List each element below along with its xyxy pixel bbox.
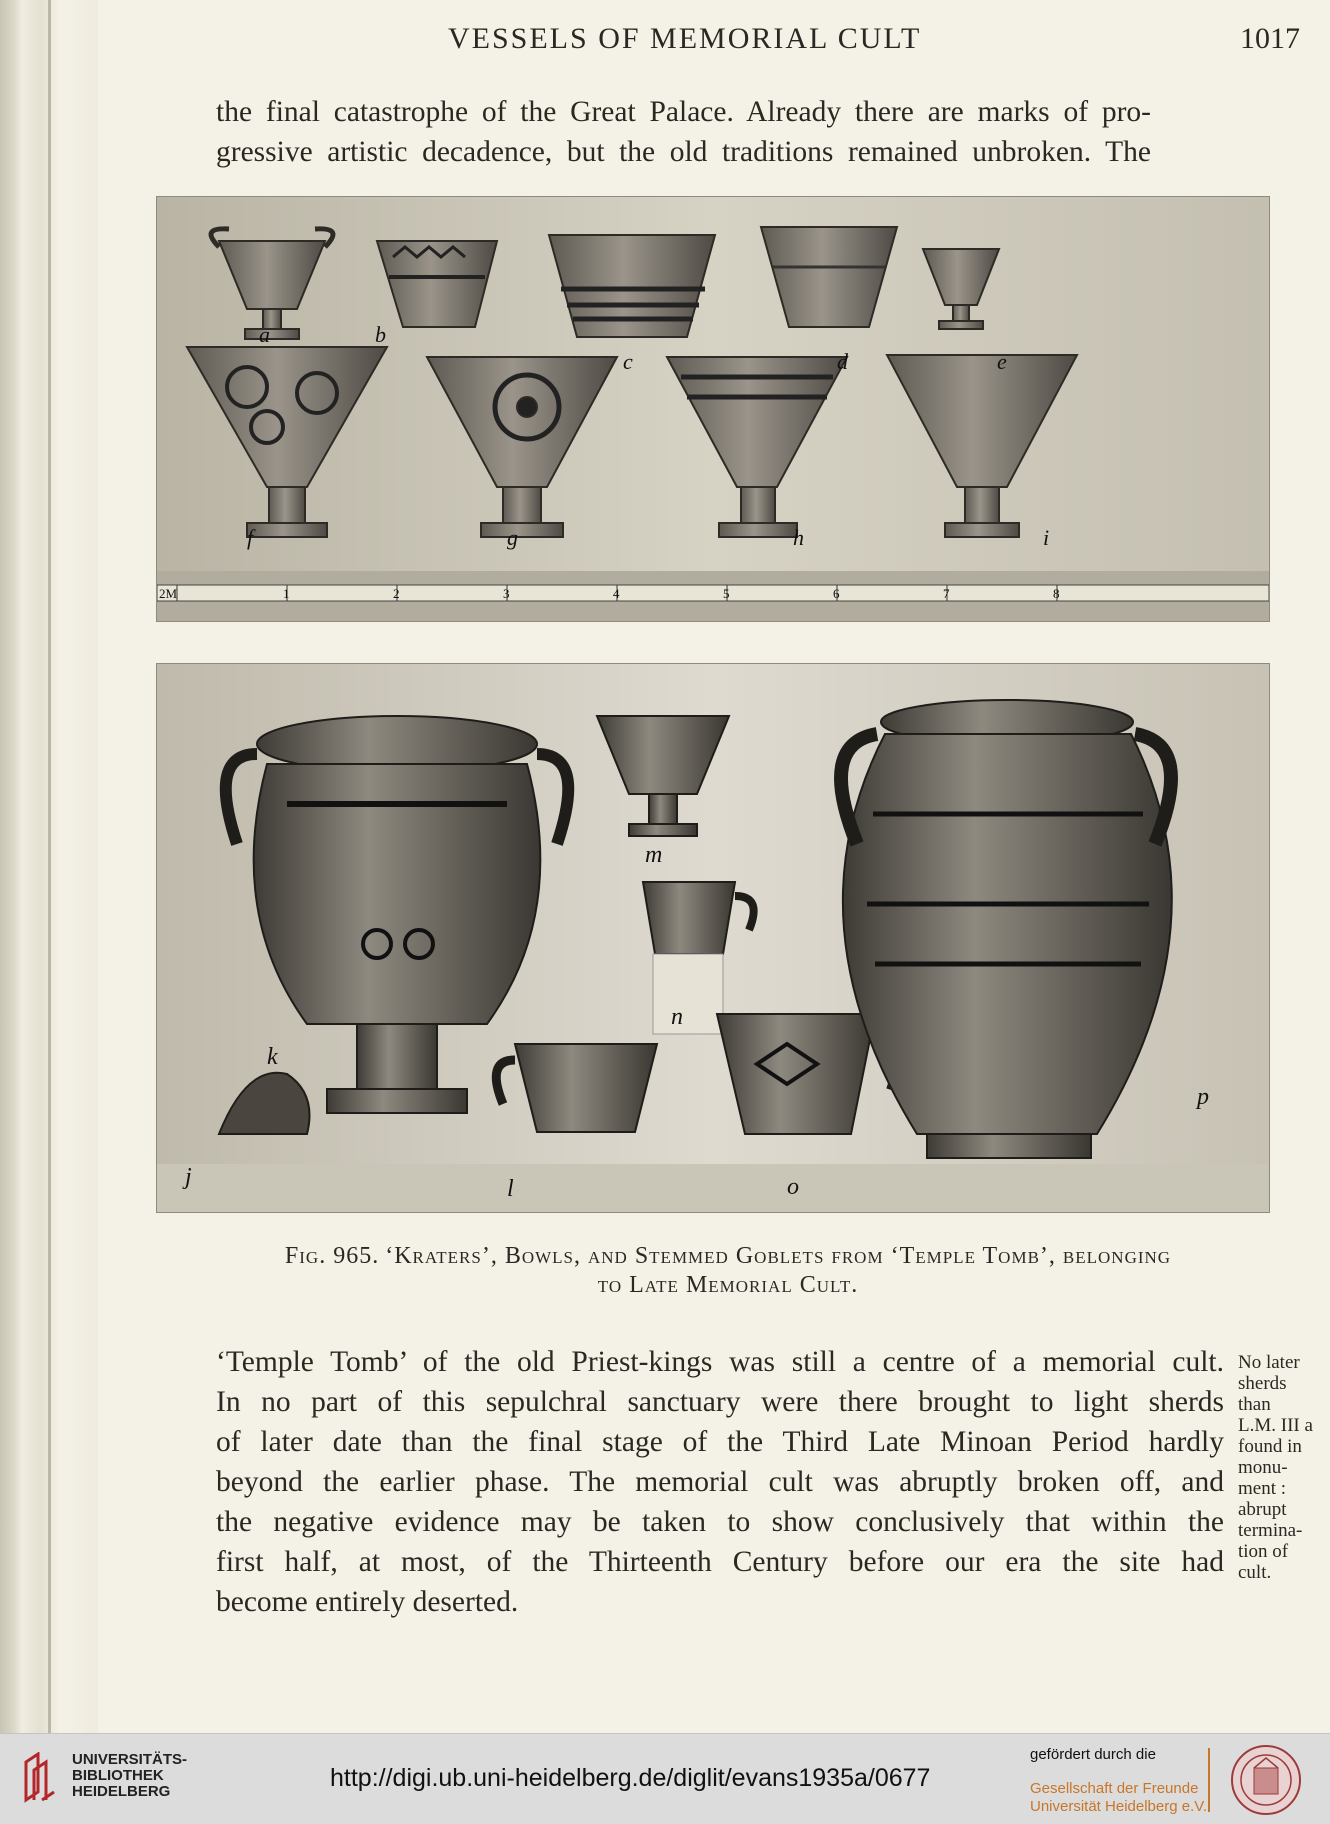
bowl-c — [549, 235, 715, 337]
library-name-line: UNIVERSITÄTS- — [72, 1751, 188, 1768]
library-name-line: HEIDELBERG — [72, 1783, 171, 1800]
text-line: of later date than the final stage of the Third Late Minoan Period hardly — [216, 1426, 1224, 1458]
figure-letter: o — [787, 1174, 799, 1200]
margin-note — [1238, 1352, 1328, 1583]
figure-letter: e — [997, 349, 1007, 374]
ruler-label: 5 — [723, 586, 730, 601]
figure-letter: c — [623, 349, 633, 374]
figure-letter: b — [375, 322, 386, 347]
upper-photo-plate — [156, 196, 1270, 622]
running-header — [98, 22, 1330, 62]
running-title: VESSELS OF MEMORIAL CULT — [448, 22, 922, 55]
footer-divider — [1208, 1748, 1210, 1812]
ruler-label: 2 — [393, 586, 400, 601]
figure-number: Fig. 965. — [284, 1243, 380, 1269]
figure-letter: g — [507, 525, 518, 550]
margin-note-line: tion of — [1238, 1541, 1289, 1562]
library-name-line: BIBLIOTHEK — [72, 1767, 164, 1784]
caption-line-2: to Late Memorial Cult. — [597, 1272, 859, 1298]
figure-letter: a — [259, 322, 270, 347]
society-name-line: Gesellschaft der Freunde — [1030, 1780, 1199, 1797]
society-name-line: Universität Heidelberg e.V. — [1030, 1798, 1208, 1815]
figure-letter: m — [645, 842, 663, 868]
margin-note-line: than — [1238, 1394, 1271, 1415]
kraters-photo — [157, 664, 1269, 1212]
margin-note-line: found in — [1238, 1436, 1302, 1457]
text-line: ‘Temple Tomb’ of the old Priest-kings was still a centre of a memorial cult. — [216, 1346, 1224, 1378]
permalink-url[interactable]: http://digi.ub.uni-heidelberg.de/diglit/evans1935a/0677 — [330, 1764, 931, 1792]
book-gutter-line — [48, 0, 51, 1733]
margin-note-line: ment : — [1238, 1478, 1287, 1499]
digitization-footer — [0, 1733, 1330, 1824]
library-name[interactable] — [72, 1752, 187, 1800]
figure-caption — [223, 1242, 1233, 1299]
figure-letter: p — [1197, 1084, 1209, 1110]
top-paragraph — [216, 92, 1151, 172]
figure-letter: i — [1043, 525, 1050, 550]
text-line-last: become entirely deserted. — [216, 1586, 519, 1618]
margin-note-line: sherds — [1238, 1373, 1287, 1394]
ruler-label: 4 — [613, 586, 620, 601]
goblets-photo — [157, 197, 1269, 621]
lower-photo-plate — [156, 663, 1270, 1213]
ruler-label: 7 — [943, 586, 950, 601]
ruler-label: 1 — [283, 586, 290, 601]
ruler-label: 3 — [503, 586, 510, 601]
page-number: 1017 — [1240, 22, 1300, 55]
ruler-label: 8 — [1053, 586, 1060, 601]
figure-letter: k — [267, 1044, 278, 1070]
book-page — [98, 0, 1330, 1733]
margin-note-line: monu- — [1238, 1457, 1288, 1478]
text-line: the final catastrophe of the Great Palace. Already there are marks of pro- — [216, 96, 1151, 128]
university-seal-icon — [1230, 1744, 1302, 1816]
margin-note-line: termina- — [1238, 1520, 1303, 1541]
text-line: In no part of this sepulchral sanctuary were there brought to light sherds — [216, 1386, 1224, 1418]
margin-note-line: No later — [1238, 1352, 1300, 1373]
body-paragraph — [216, 1342, 1224, 1622]
library-logo-icon[interactable] — [22, 1752, 58, 1804]
figure-letter: f — [247, 525, 254, 550]
text-line: first half, at most, of the Thirteenth Century before our era the site had — [216, 1546, 1224, 1578]
ruler-label: 6 — [833, 586, 840, 601]
figure-letter: h — [793, 525, 804, 550]
figure-letter: j — [185, 1164, 192, 1190]
text-line: the negative evidence may be taken to show conclusively that within the — [216, 1506, 1224, 1538]
margin-note-line: abrupt — [1238, 1499, 1287, 1520]
society-name[interactable] — [1030, 1780, 1207, 1816]
sponsor-label: gefördert durch die — [1030, 1746, 1156, 1763]
caption-line-1: ‘Kraters’, Bowls, and Stemmed Goblets from ‘Temple Tomb’, belonging — [385, 1243, 1172, 1269]
margin-note-line: L.M. III a — [1238, 1415, 1313, 1436]
figure-letter: d — [837, 349, 848, 374]
margin-note-line: cult. — [1238, 1562, 1272, 1583]
figure-letter: l — [507, 1176, 514, 1202]
text-line: beyond the earlier phase. The memorial cult was abruptly broken off, and — [216, 1466, 1224, 1498]
ruler-label: 2M — [159, 586, 178, 601]
figure-letter: n — [671, 1004, 683, 1030]
cup-stand — [653, 954, 723, 1034]
text-line: gressive artistic decadence, but the old traditions remained unbroken. The — [216, 136, 1151, 168]
